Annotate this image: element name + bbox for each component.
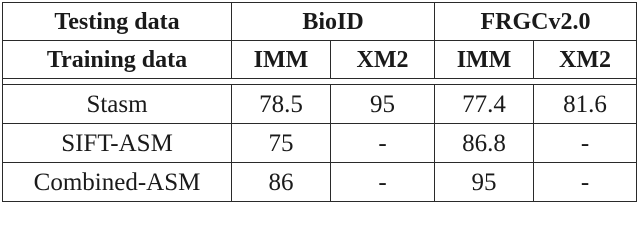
column-header-frgc-imm: IMM [435, 41, 534, 79]
value-cell: 95 [331, 85, 435, 124]
value-cell: 75 [232, 124, 331, 163]
group-header-bioid: BioID [232, 3, 435, 41]
value-cell: - [534, 163, 637, 202]
column-header-frgc-xm2: XM2 [534, 41, 637, 79]
column-header-bioid-xm2: XM2 [331, 41, 435, 79]
table-header [3, 3, 637, 79]
value-cell: - [331, 163, 435, 202]
value-cell: - [331, 124, 435, 163]
training-data-label: Training data [3, 41, 232, 79]
testing-data-label: Testing data [3, 3, 232, 41]
table-row [3, 85, 637, 124]
value-cell: 95 [435, 163, 534, 202]
results-table [2, 2, 637, 202]
value-cell: 86.8 [435, 124, 534, 163]
table-row [3, 163, 637, 202]
table-row [3, 124, 637, 163]
table-body [3, 79, 637, 202]
value-cell: 77.4 [435, 85, 534, 124]
value-cell: - [534, 124, 637, 163]
value-cell: 86 [232, 163, 331, 202]
group-header-frgc: FRGCv2.0 [435, 3, 637, 41]
method-name-cell: Stasm [3, 85, 232, 124]
method-name-cell: SIFT-ASM [3, 124, 232, 163]
method-name-cell: Combined-ASM [3, 163, 232, 202]
value-cell: 81.6 [534, 85, 637, 124]
header-row-testing [3, 3, 637, 41]
header-row-training [3, 41, 637, 79]
results-table-container [2, 2, 636, 197]
column-header-bioid-imm: IMM [232, 41, 331, 79]
value-cell: 78.5 [232, 85, 331, 124]
